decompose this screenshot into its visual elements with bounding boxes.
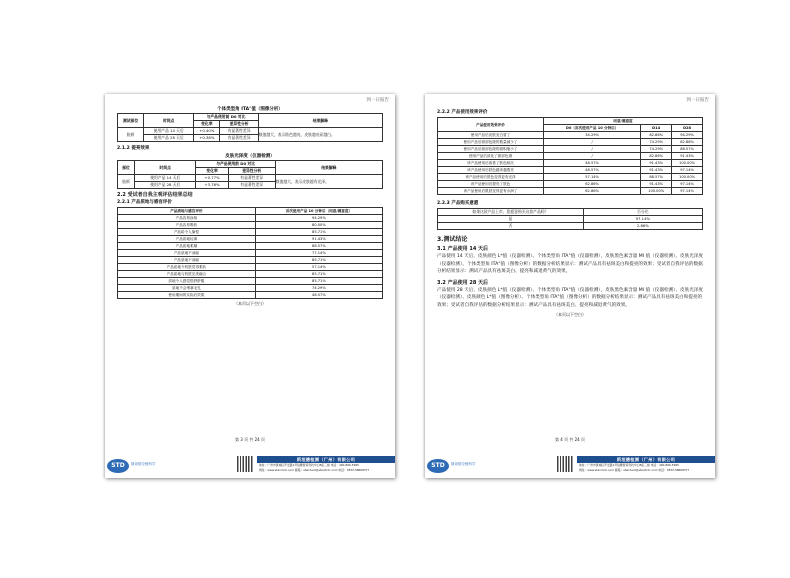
table-cell: 使用产品后面部色斑的数量减少了 <box>438 139 544 146</box>
table-cell: 91.43% <box>641 167 672 174</box>
cell: 数值越大，表示肤色越亮，皮肤越亮而越白。 <box>258 128 382 142</box>
cell: +0.38% <box>194 135 220 142</box>
table-cell: 91.43% <box>641 181 672 188</box>
table-cell: 82.86% <box>641 132 672 139</box>
footer-company: 斯坦德检测（广州）有限公司 <box>257 456 395 463</box>
effect-table <box>437 117 703 195</box>
table-row <box>118 215 383 222</box>
table-cell: 产品质地与机肤完美融合 <box>118 271 256 278</box>
table-cell: 88.57% <box>672 146 703 153</box>
table-cell: 48.57% <box>544 160 641 167</box>
table-row <box>438 223 703 230</box>
table-row <box>438 174 703 181</box>
section-title: 2.1.2 提亮效果 <box>117 146 150 151</box>
col-d14: D14 <box>641 125 672 132</box>
table-cell: 97.14% <box>583 216 702 223</box>
table-row <box>118 292 383 299</box>
cell: 使用产品 28 天后 <box>144 135 194 142</box>
table-cell: 88.57% <box>255 243 382 250</box>
footer-web: 网址：www.standrdc.com <box>579 467 614 472</box>
page-footer <box>425 446 715 478</box>
footer-phone: 电话：400-806-5995 <box>330 463 359 467</box>
conclusion-28-text: 产品使用 28 天后，皮肤颜色 L*值（仪器检测）、个体类型角 ITA°值（仪器检测），皮肤黑色素含量 MI 值（仪器检测）、皮肤光泽度（仪器检测）、皮肤颜色 L*值（图像分析）、个体类型角 ITA°值（图像分析）的数据分析结果显示：测试产品具有祛斑美白和提亮的效果；受试者自我评估的数据分析结果显示：测试产品具有祛斑美白、提亮和减退黄气的效果。 <box>437 287 704 308</box>
table-cell: 产品给令人愉悦 <box>118 229 256 236</box>
table-cell: 100.00% <box>672 160 703 167</box>
table-cell: 85.71% <box>255 257 382 264</box>
table-row <box>118 264 383 271</box>
table-cell: 91.43% <box>255 236 382 243</box>
footer-email: 邮箱：standard@standrdc.com <box>294 467 338 472</box>
table-cell: 97.14% <box>672 167 703 174</box>
table-cell: 使用产品后面部色斑的面积缩小了 <box>438 146 544 153</box>
table-row <box>118 278 383 285</box>
table-cell: 质地令人感觉很舒舒服 <box>118 278 256 285</box>
cell: +0.40% <box>194 128 220 135</box>
table-cell: 否 <box>438 223 584 230</box>
footer-phone: 电话：400-806-5995 <box>650 463 679 467</box>
col-group: 与产品使用前 D0 对比 <box>194 114 259 121</box>
table-cell: 该产品使用后提亮了肤色 <box>438 181 544 188</box>
table-cell: / <box>544 139 641 146</box>
document-page-left <box>105 94 395 478</box>
col-sig: 差异性分析 <box>228 168 275 175</box>
footer-tel: 电话：0532-58668377 <box>338 467 370 472</box>
col-group: 与产品使用前 D0 对比 <box>196 161 275 168</box>
table-cell: 57.14% <box>544 174 641 181</box>
table-cell: 57.14% <box>255 264 382 271</box>
logo-subtitle: 斯坦德全链科学 <box>451 462 476 466</box>
table-cell: 80.00% <box>255 222 382 229</box>
footer-tel: 电话：0532-58668377 <box>658 467 690 472</box>
cell: 数值越大，表示皮肤越有光泽。 <box>275 175 382 189</box>
section-title: 2.2 受试者自我主观评估结果总结 <box>117 192 193 198</box>
page-header: 到一日报告 <box>686 98 709 103</box>
table-row <box>438 181 703 188</box>
col-part: 部位 <box>118 161 135 175</box>
ita-image-table <box>117 113 383 142</box>
footer-line-2 <box>577 468 715 473</box>
table-cell: 使用产品后淡化了面部色斑 <box>438 153 544 160</box>
table-row <box>118 128 383 135</box>
footer-logo-block <box>107 458 257 474</box>
col-change: 变化率 <box>196 168 228 175</box>
table-row <box>438 167 703 174</box>
col-item: 产品质地与感官评价 <box>118 208 256 215</box>
col-conclusion: 结果解释 <box>258 114 382 128</box>
qr-code-icon <box>237 456 253 472</box>
table-row <box>438 188 703 195</box>
logo-subtitle: 斯坦德全链科学 <box>131 462 156 466</box>
footer-bar <box>257 456 395 474</box>
table-caption: 个体类型角 ITA°值（图像分析） <box>217 107 283 112</box>
section-title: 2.2.2 产品使用效果评价 <box>437 110 488 115</box>
table-row <box>118 257 383 264</box>
table-cell: / <box>544 146 641 153</box>
table-cell: 该产品使用后肌肤变得更有水润了 <box>438 188 544 195</box>
table-cell: 91.43% <box>672 153 703 160</box>
table-cell: 该产品使用后改善了肤色暗沉 <box>438 160 544 167</box>
col-d0: D0（首次使用产品 10 分钟后） <box>544 125 641 132</box>
table-row <box>118 175 383 182</box>
gloss-table <box>117 160 383 189</box>
col-time: 时间点 <box>144 114 194 128</box>
footer-address: 地址：广州市黄埔区开发路1号信腾智造科技中心B座三楼 <box>259 463 330 467</box>
std-logo: STD <box>107 459 129 473</box>
table-cell: 77.14% <box>255 250 382 257</box>
table-cell: 该产品使用后肤色变得更有光泽 <box>438 174 544 181</box>
table-cell: 48.57% <box>255 292 382 299</box>
footer-logo-block <box>427 458 577 474</box>
page-header: 到一日报告 <box>366 98 389 103</box>
cell: 使用产品 14 天后 <box>144 128 194 135</box>
table-cell: 97.14% <box>672 181 703 188</box>
cell: +3.76% <box>196 182 228 189</box>
table-cell: 74.29% <box>641 146 672 153</box>
end-note: （本页以下空白） <box>554 311 586 317</box>
table-cell: / <box>544 153 641 160</box>
cell: 脸颊 <box>118 128 144 142</box>
footer-address: 地址：广州市黄埔区开发路1号信腾智造科技中心B座三楼 <box>579 463 650 467</box>
table-cell: 2.86% <box>583 223 702 230</box>
cell: 使用产品 28 天后 <box>135 182 196 189</box>
table-cell: 产品质地不油腻 <box>118 257 256 264</box>
col-time: 时间点 <box>135 161 196 175</box>
table-cell: 94.29% <box>672 132 703 139</box>
table-cell: 88.57% <box>641 174 672 181</box>
footer-bar <box>577 456 715 474</box>
table-cell: 74.29% <box>255 285 382 292</box>
table-cell: 产品质地柔顺 <box>118 243 256 250</box>
table-cell: 产品容易涂抹 <box>118 215 256 222</box>
table-cell: 82.86% <box>672 139 703 146</box>
col-sig: 差异性分析 <box>220 121 258 128</box>
table-row <box>438 216 703 223</box>
col-pct: 百分比 <box>583 209 702 216</box>
conclusion-14-text: 产品使用 14 天后，皮肤颜色 L*值（仪器检测）、个体类型角 ITA°值（仪器检测），皮肤黑色素含量 MI 值（仪器检测）、皮肤光泽度（仪器检测）、个体类型角 ITA°值（图像分析）的数据分析结果显示：测试产品具有祛斑美白和提亮的效果；受试者自我评估的数据分析结果显示：测试产品具有祛斑美白、提亮和减退黄气的效果。 <box>437 254 704 275</box>
table-row <box>438 132 703 139</box>
conclusion-28-heading: 3.2 产品使用 28 天后 <box>437 279 489 286</box>
table-cell: 产品质地不油腻 <box>118 250 256 257</box>
purchase-table <box>437 208 703 230</box>
table-cell: 85.71% <box>255 229 382 236</box>
std-logo: STD <box>427 459 449 473</box>
table-cell: 使用产品后皮肤变白皙了 <box>438 132 544 139</box>
col-d28: D28 <box>672 125 703 132</box>
table-cell: 该产品使用后肤色越来越透亮 <box>438 167 544 174</box>
cell: 有显著性差异 <box>220 135 258 142</box>
col-group: 同意/满意度 <box>544 118 703 125</box>
cell: +0.77% <box>196 175 228 182</box>
table-cell: 82.86% <box>641 153 672 160</box>
qr-code-icon <box>557 456 573 472</box>
table-cell: 85.71% <box>255 271 382 278</box>
cell: 有显著性差异 <box>228 175 275 182</box>
table-row <box>118 236 383 243</box>
page-number: 第 3 页 共 24 页 <box>235 437 265 442</box>
table-row <box>438 146 703 153</box>
table-row <box>118 250 383 257</box>
footer-web: 网址：www.standrdc.com <box>259 467 294 472</box>
col-change: 变化率 <box>194 121 220 128</box>
end-note: （本页以下空白） <box>234 301 266 306</box>
cell: 有显著性差异 <box>220 128 258 135</box>
table-caption: 皮肤光泽度（仪器检测） <box>225 154 275 159</box>
col-val: 首次使用产品 10 分钟后（同意/满意度） <box>255 208 382 215</box>
table-cell: 100.00% <box>672 174 703 181</box>
table-cell: 产品容易吸收 <box>118 222 256 229</box>
col-question: 如果这款产品上市，您愿意购买这款产品吗？ <box>438 209 584 216</box>
col-part: 测试部位 <box>118 114 144 128</box>
conclusion-14-heading: 3.1 产品使用 14 天后 <box>437 246 489 252</box>
table-row <box>118 271 383 278</box>
table-cell: 62.86% <box>544 188 641 195</box>
table-cell: 质地不会堵塞毛孔 <box>118 285 256 292</box>
table-cell: 85.71% <box>255 278 382 285</box>
table-cell: 94.29% <box>255 215 382 222</box>
subsection-title: 2.2.1 产品质地与感官评价 <box>117 200 172 205</box>
table-cell: 100.00% <box>641 188 672 195</box>
footer-email: 邮箱：standard@standrdc.com <box>614 467 658 472</box>
table-cell: 产品质地令机肤觉得柔软 <box>118 264 256 271</box>
table-row <box>118 229 383 236</box>
cell: 使用产品 14 天后 <box>135 175 196 182</box>
table-row <box>438 153 703 160</box>
table-cell: 62.86% <box>544 181 641 188</box>
texture-table <box>117 207 383 299</box>
page-footer <box>105 446 395 478</box>
table-row <box>118 222 383 229</box>
section-title: 2.2.3 产品购买意愿 <box>437 201 479 206</box>
table-cell: 是 <box>438 216 584 223</box>
cell: 有显著性差异 <box>228 182 275 189</box>
table-cell: 97.14% <box>672 188 703 195</box>
table-cell: 使用期间的实际后效果 <box>118 292 256 299</box>
conclusion-heading: 3.测试结论 <box>437 236 468 243</box>
table-row <box>438 139 703 146</box>
table-cell: 74.29% <box>641 139 672 146</box>
footer-line-2 <box>257 468 395 473</box>
table-cell: 48.57% <box>544 167 641 174</box>
table-row <box>118 243 383 250</box>
table-cell: 91.43% <box>641 160 672 167</box>
cell: 脸颊 <box>118 175 135 189</box>
table-row <box>438 160 703 167</box>
col-conclusion: 结果解释 <box>275 161 382 175</box>
table-cell: 产品质地轻薄 <box>118 236 256 243</box>
page-number: 第 4 页 共 24 页 <box>555 437 585 442</box>
col-item: 产品使用效果评价 <box>438 118 544 132</box>
table-row <box>118 285 383 292</box>
footer-company: 斯坦德检测（广州）有限公司 <box>577 456 715 463</box>
table-cell: 34.29% <box>544 132 641 139</box>
document-page-right <box>425 94 715 478</box>
